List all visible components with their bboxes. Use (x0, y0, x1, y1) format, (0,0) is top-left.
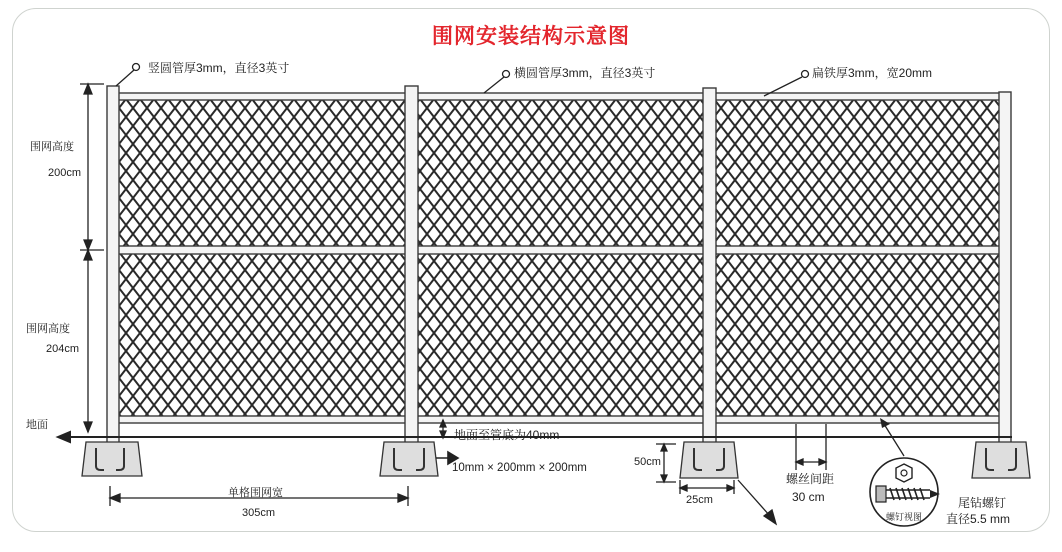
top-rail (108, 93, 1010, 100)
screw-title: 尾钻螺钉 (958, 496, 1007, 510)
mesh-panel-bottom-middle (418, 254, 706, 416)
screw-diameter: 直径5.5 mm (946, 512, 1011, 526)
middle-rail (108, 246, 1010, 254)
screw-head-icon (896, 464, 912, 482)
post-1 (107, 86, 119, 452)
height-top-title: 围网高度 (30, 141, 74, 153)
flat-iron-label: 扁铁厚3mm，宽20mm (812, 66, 933, 80)
screw-spacing-title: 螺丝间距 (786, 472, 835, 486)
diagram-title: 围网安装结构示意图 (432, 25, 630, 48)
panel-width-value: 305cm (242, 507, 276, 519)
post-2 (405, 86, 418, 452)
screw-spacing-dimension (796, 424, 826, 470)
mesh-panel-bottom-right (716, 254, 1000, 416)
bottom-rail (108, 416, 1010, 423)
footing-width-label: 25cm (686, 494, 713, 506)
height-dimension (80, 84, 104, 432)
vertical-pipe-label: 竖圆管厚3mm，直径3英寸 (148, 61, 290, 75)
panel-width-title: 单格围网宽 (228, 487, 283, 499)
post-4 (999, 92, 1011, 452)
ground-label: 地面 (26, 419, 48, 431)
mesh-panel-top-left (118, 100, 408, 246)
footing-3 (680, 442, 738, 478)
footing-4 (972, 442, 1030, 478)
screw-shank-icon (876, 486, 886, 502)
mesh-panel-top-middle (418, 100, 706, 246)
height-bottom-value: 204cm (46, 343, 80, 355)
footing-2 (380, 442, 438, 476)
ground-to-pipe-label: 地面至管底为40mm (454, 428, 560, 442)
footing-1 (82, 442, 142, 476)
post-3 (703, 88, 716, 454)
screw-spacing-value: 30 cm (792, 490, 825, 504)
height-top-value: 200cm (48, 167, 82, 179)
mesh-panel-bottom-left (118, 254, 408, 416)
mesh-panels (118, 100, 1000, 416)
screw-view-label: 螺钉视图 (886, 512, 923, 522)
footing-size-label: 10mm × 200mm × 200mm (452, 462, 587, 474)
mesh-panel-top-right (716, 100, 1000, 246)
height-bottom-title: 围网高度 (26, 323, 70, 335)
footing-depth-label: 50cm (634, 456, 661, 468)
horizontal-pipe-label: 横圆管厚3mm，直径3英寸 (514, 66, 656, 80)
